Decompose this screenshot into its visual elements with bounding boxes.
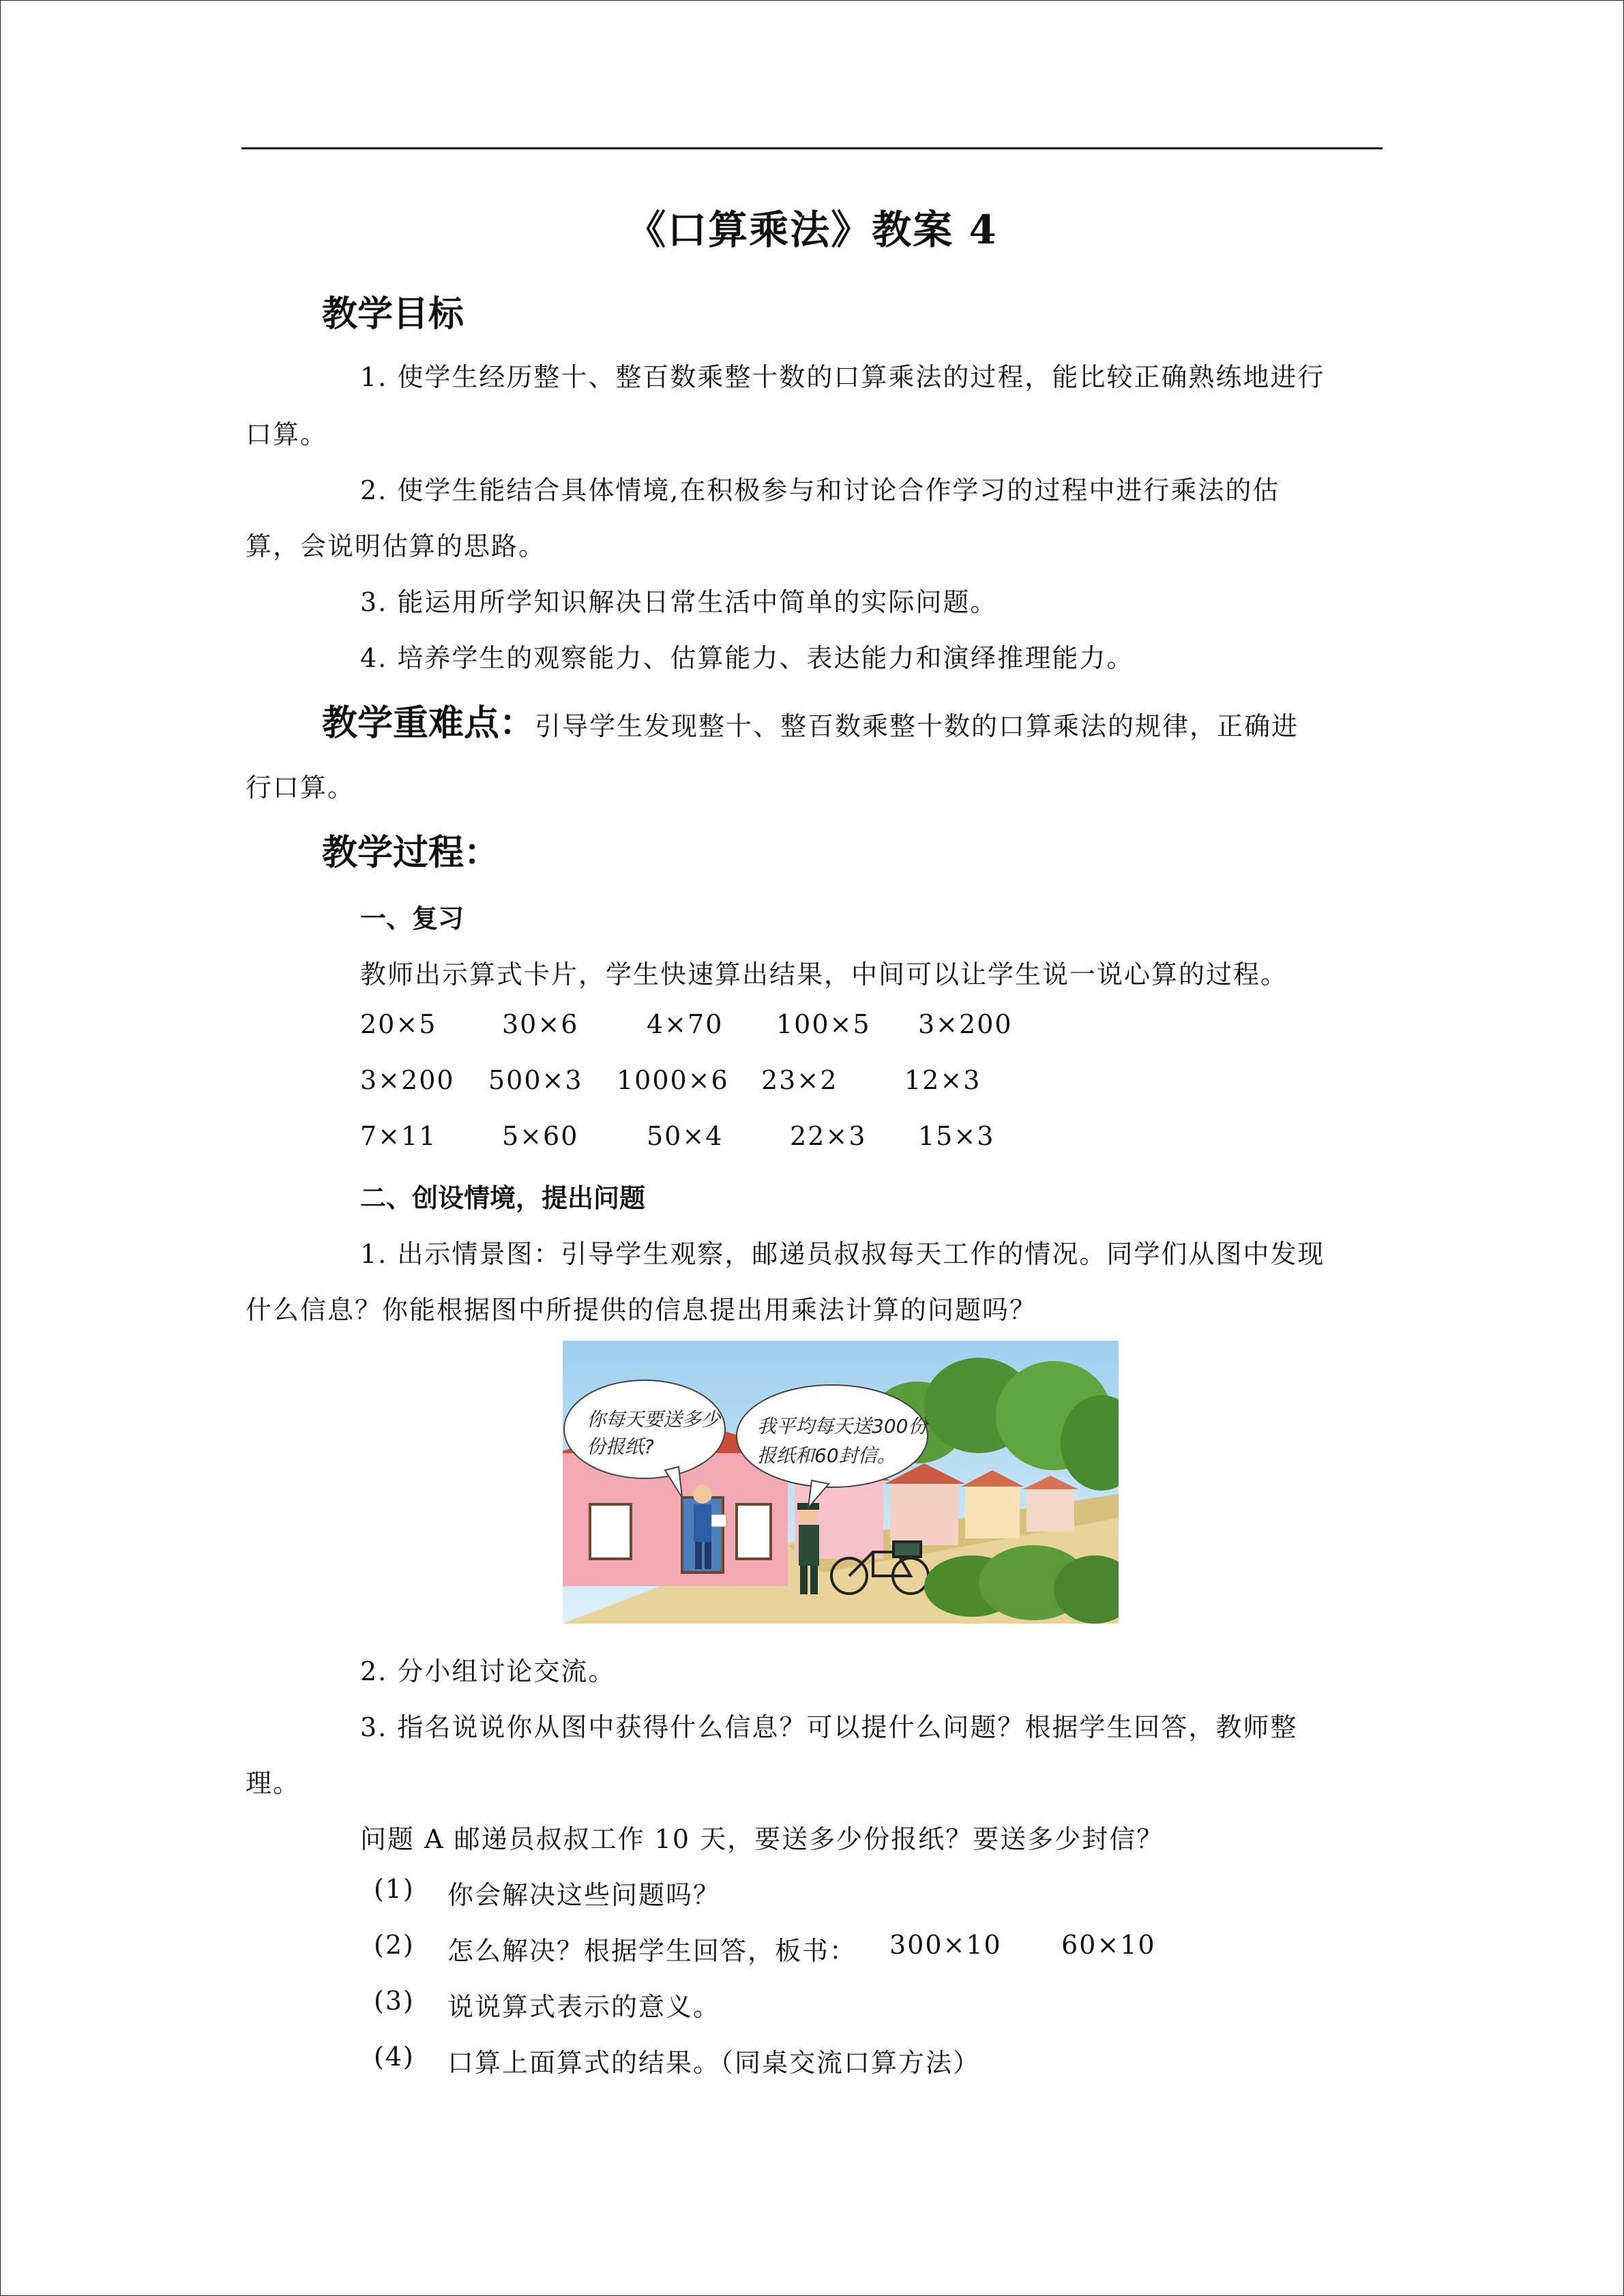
question-a: 问题 A 邮递员叔叔工作 10 天，要送多少份报纸？要送多少封信？ [360,1824,1164,1854]
equation: 7×11 [360,1121,437,1151]
review-heading: 一、复习 [360,904,464,934]
bubble-2-text-2: 报纸和60封信。 [757,1444,896,1467]
goal-3: 3. 能运用所学知识解决日常生活中简单的实际问题。 [360,587,998,617]
equation: 12×3 [904,1065,981,1095]
equation: 20×5 [360,1009,437,1039]
equation: 3×200 [360,1065,455,1095]
postman-scene-illustration [563,1341,1119,1624]
bubble-1-text-2: 份报纸? [587,1435,654,1458]
board-equation-1: 300×10 [889,1930,1002,1960]
scenario-heading: 二、创设情境，提出问题 [360,1183,646,1213]
goal-2-line-1: 2. 使学生能结合具体情境,在积极参与和讨论合作学习的过程中进行乘法的估 [360,475,1280,505]
goal-1-line-2: 口算。 [246,419,328,449]
equation: 100×5 [776,1009,871,1039]
review-intro: 教师出示算式卡片，学生快速算出结果，中间可以让学生说一说心算的过程。 [360,959,1288,989]
sub-question-1-number: (1) [374,1874,415,1904]
sub-question-2-text: 怎么解决？根据学生回答，板书： [447,1936,857,1966]
equation: 30×6 [502,1009,579,1039]
bubble-1-text-1: 你每天要送多少 [587,1408,721,1431]
sub-question-3-number: (3) [374,1986,415,2016]
scenario-item-2: 2. 分小组讨论交流。 [360,1656,616,1686]
sub-question-4-number: (4) [374,2042,415,2072]
equation: 4×70 [647,1009,724,1039]
board-equation-2: 60×10 [1061,1930,1156,1960]
page-title: 《口算乘法》教案 4 [626,207,998,253]
sub-question-4-text: 口算上面算式的结果。（同桌交流口算方法） [447,2048,981,2078]
equation: 22×3 [790,1121,867,1151]
header-rule [241,147,1383,149]
sub-question-3-text: 说说算式表示的意义。 [447,1992,721,2022]
goals-heading: 教学目标 [322,294,464,335]
goal-2-line-2: 算，会说明估算的思路。 [246,531,546,561]
key-points-heading: 教学重难点： [322,703,535,744]
scenario-item-3-line-2: 理。 [246,1768,301,1798]
equation: 23×2 [761,1065,838,1095]
key-points-line [322,694,1299,745]
goal-1-line-1: 1. 使学生经历整十、整百数乘整十数的口算乘法的过程，能比较正确熟练地进行 [360,362,1325,392]
sub-question-1-text: 你会解决这些问题吗？ [447,1880,721,1910]
equation: 50×4 [647,1121,724,1151]
key-points-text-1: 引导学生发现整十、整百数乘整十数的口算乘法的规律，正确进 [535,711,1299,741]
goal-4: 4. 培养学生的观察能力、估算能力、表达能力和演绎推理能力。 [360,643,1134,673]
equation: 5×60 [502,1121,579,1151]
process-heading: 教学过程： [322,833,500,874]
bubble-2-text-1: 我平均每天送300份 [757,1415,928,1437]
equation: 3×200 [918,1009,1013,1039]
equation: 1000×6 [617,1065,729,1095]
scenario-item-1-line-2: 什么信息？你能根据图中所提供的信息提出用乘法计算的问题吗？ [246,1295,1037,1325]
scenario-item-1-line-1: 1. 出示情景图：引导学生观察，邮递员叔叔每天工作的情况。同学们从图中发现 [360,1239,1325,1269]
sub-question-2-number: (2) [374,1930,415,1960]
scenario-item-3-line-1: 3. 指名说说你从图中获得什么信息？可以提什么问题？根据学生回答，教师整 [360,1712,1298,1742]
key-points-text-2: 行口算。 [246,773,355,803]
equation: 500×3 [488,1065,583,1095]
equation: 15×3 [918,1121,995,1151]
